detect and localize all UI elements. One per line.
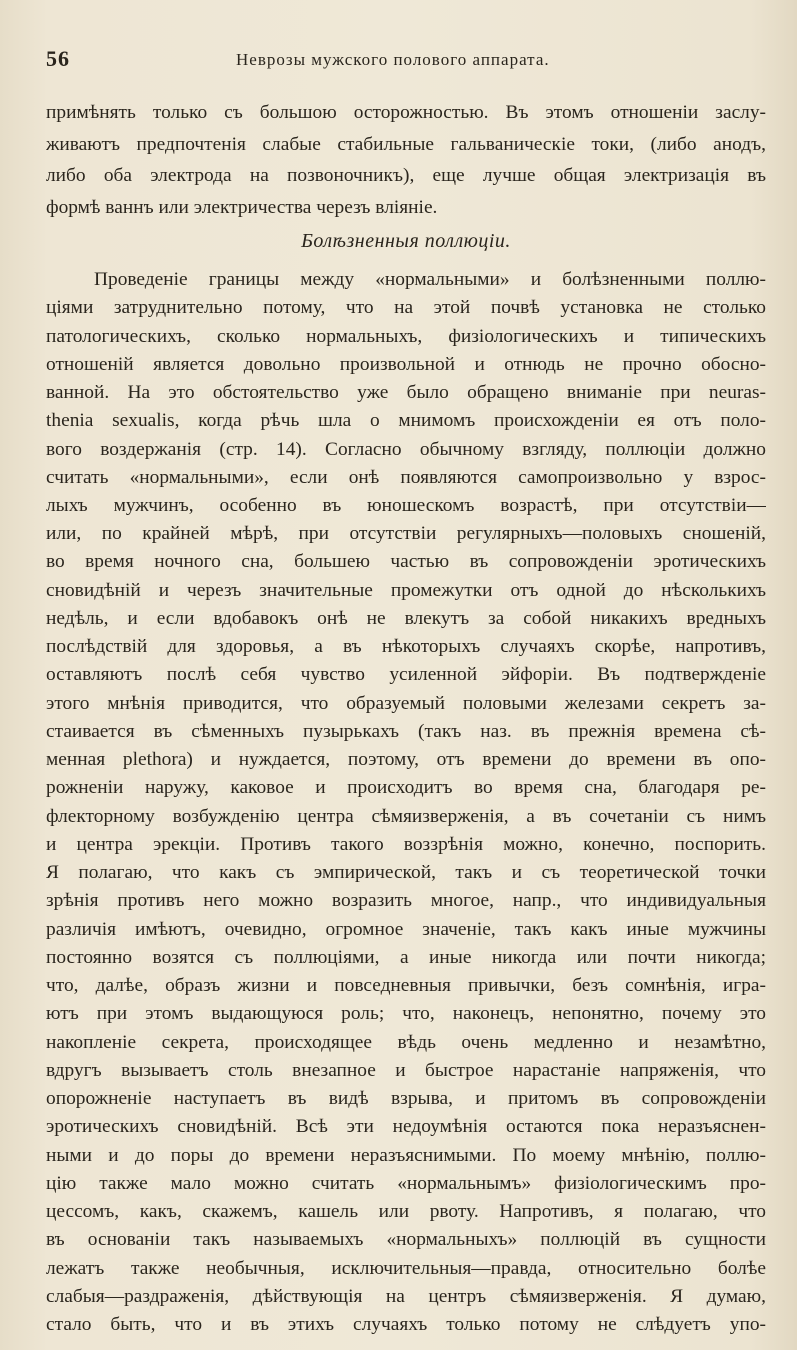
text-line: формѣ ваннъ или электричества черезъ влiянiе. xyxy=(46,197,438,218)
text-line: менная plethora) и нуждается, поэтому, отъ времени до времени въ опо- xyxy=(46,749,766,771)
text-line: Проведенiе границы между «нормальными» и болѣзненными поллю- xyxy=(94,269,766,290)
text-line: флекторному возбужденiю центра сѣмяизверженiя, а въ сочетанiи съ нимъ xyxy=(46,805,766,827)
text-line: въ основанiи такъ называемыхъ «нормальныхъ» поллюцiй въ сущности xyxy=(46,1229,766,1251)
text-line: живаютъ предпочтенiя слабые стабильные гальваническiе токи, (либо анодъ, xyxy=(46,134,766,155)
text-line: и центра эрекцiи. Противъ такого воззрѣнiя можно, конечно, поспорить. xyxy=(46,833,766,855)
text-line: стаивается въ сѣменныхъ пузырькахъ (такъ наз. въ прежнiя времена сѣ- xyxy=(46,720,766,742)
text-line: вдругъ вызываетъ столь внезапное и быстрое нарастанiе напряженiя, что xyxy=(46,1059,766,1081)
text-line: ютъ при этомъ выдающуюся роль; что, наконецъ, непонятно, почему это xyxy=(46,1003,766,1025)
text-line: цессомъ, какъ, скажемъ, кашель или рвоту. Напротивъ, я полагаю, что xyxy=(46,1201,766,1222)
text-line: thenia sexualis, когда рѣчь шла о мнимомъ происхожденiи ея отъ поло- xyxy=(46,410,766,432)
text-line: недѣль, и если вдобавокъ онѣ не влекутъ за собой никакихъ вредныхъ xyxy=(46,607,766,629)
text-line: примѣнять только съ большою осторожностью. Въ этомъ отношенiи заслу- xyxy=(46,102,766,123)
text-line: патологическихъ, сколько нормальныхъ, физiологическихъ и типическихъ xyxy=(46,325,766,347)
page-header xyxy=(46,46,766,76)
text-line: лежатъ также необычныя, исключительныя—правда, относительно болѣе xyxy=(46,1257,766,1279)
text-line: считать «нормальными», если онѣ появляются самопроизвольно у взрос- xyxy=(46,466,766,488)
text-line: послѣдствiй для здоровья, а въ нѣкоторыхъ случаяхъ скорѣе, напротивъ, xyxy=(46,636,766,658)
text-line: отношенiй является довольно произвольной и отнюдь не прочно обосно- xyxy=(46,353,766,375)
text-line: эротическихъ сновидѣнiй. Всѣ эти недоумѣнiя остаются пока неразъяснен- xyxy=(46,1116,766,1138)
text-line: лыхъ мужчинъ, особенно въ юношескомъ возрастѣ, при отсутствiи— xyxy=(46,494,766,516)
text-line: слабыя—раздраженiя, дѣйствующiя на центръ сѣмяизверженiя. Я думаю, xyxy=(46,1285,766,1307)
text-line: ными и до поры до времени неразъяснимыми. По моему мнѣнiю, поллю- xyxy=(46,1144,766,1166)
page-number: 56 xyxy=(46,46,70,71)
text-line: цiю также мало можно считать «нормальнымъ» физiологическимъ про- xyxy=(46,1172,766,1194)
text-line: этого мнѣнiя приводится, что образуемый половыми железами секретъ за- xyxy=(46,692,766,714)
text-line: зрѣнiя противъ него можно возразить многое, напр., что индивидуальныя xyxy=(46,890,766,912)
text-line: стало быть, что и въ этихъ случаяхъ только потому не слѣдуетъ упо- xyxy=(46,1314,766,1335)
text-line: либо оба электрода на позвоночникъ), еще лучше общая электризацiя въ xyxy=(46,165,766,186)
text-line: или, по крайней мѣрѣ, при отсутствiи регулярныхъ—половыхъ сношенiй, xyxy=(46,523,766,545)
text-line: опорожненiе наступаетъ въ видѣ взрыва, и притомъ въ сопровожденiи xyxy=(46,1088,766,1110)
text-line: ванной. На это обстоятельство уже было обращено вниманiе при neuras- xyxy=(46,382,766,403)
text-line: сновидѣнiй и черезъ значительные промежутки отъ одной до нѣсколькихъ xyxy=(46,579,766,601)
text-line: вого воздержанiя (стр. 14). Согласно обычному взгляду, поллюцiи должно xyxy=(46,438,766,460)
text-line: рожненiи наружу, каковое и происходитъ во время сна, благодаря ре- xyxy=(46,777,766,799)
section-heading: Болѣзненныя поллюцiи. xyxy=(301,230,511,252)
text-line: различiя имѣютъ, очевидно, огромное значенiе, такъ какъ иные мужчины xyxy=(46,918,766,940)
text-line: Я полагаю, что какъ съ эмпирической, такъ и съ теоретической точки xyxy=(46,862,766,884)
text-line: накопленiе секрета, происходящее вѣдь очень медленно и незамѣтно, xyxy=(46,1031,766,1053)
text-line: цiями затруднительно потому, что на этой почвѣ установка не столько xyxy=(46,297,766,319)
text-line: постоянно возятся съ поллюцiями, а иные никогда или почти никогда; xyxy=(46,946,766,968)
text-line: оставляютъ послѣ себя чувство усиленной эйфорiи. Въ подтвержденiе xyxy=(46,664,766,686)
running-head: Неврозы мужского полового аппарата. xyxy=(236,50,550,69)
text-line: во время ночного сна, большею частью въ сопровожденiи эротическихъ xyxy=(46,551,766,573)
text-line: что, далѣе, образъ жизни и повседневныя привычки, безъ сомнѣнiя, игра- xyxy=(46,975,766,997)
